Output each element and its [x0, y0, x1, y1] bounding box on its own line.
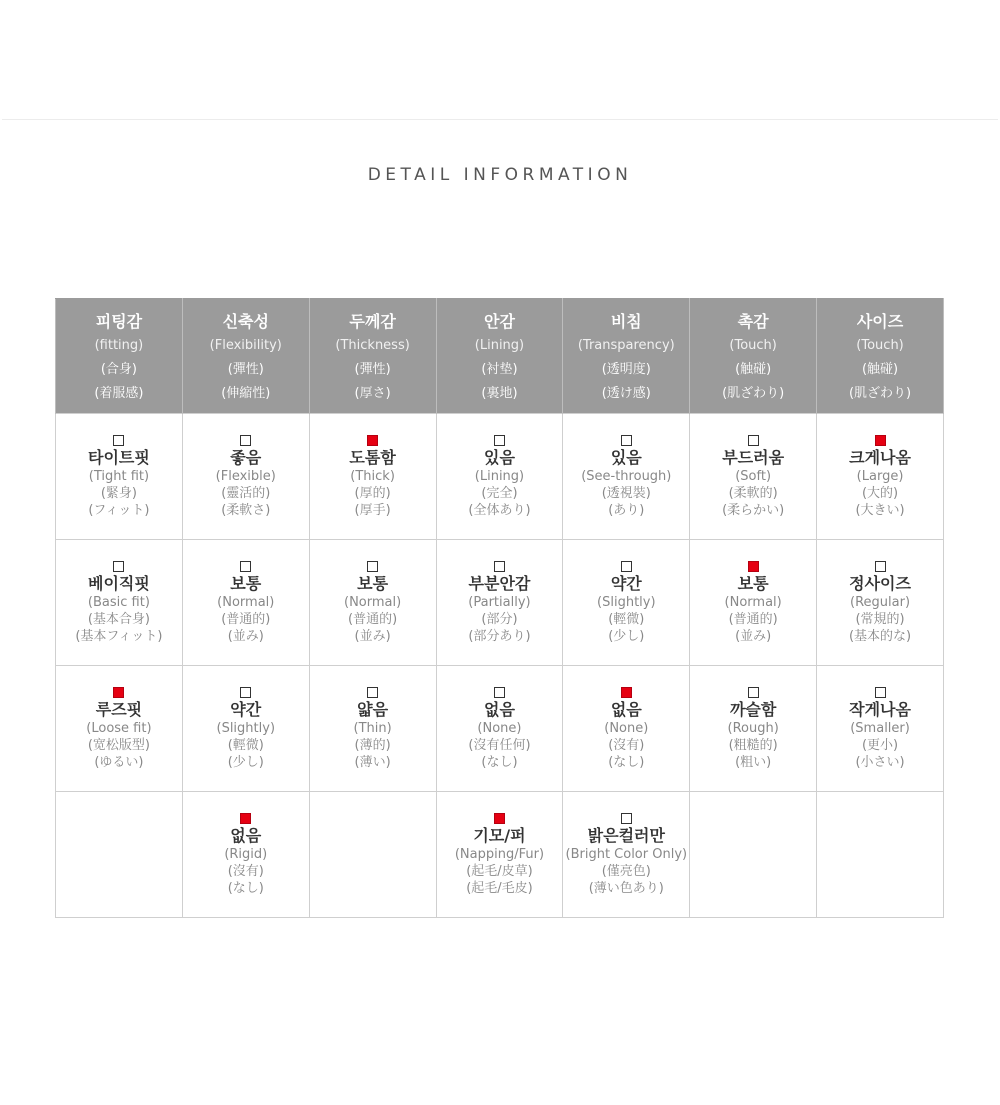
unchecked-checkbox-icon	[494, 435, 505, 446]
option-label-ko: 약간	[610, 574, 642, 593]
option-label-ko: 기모/퍼	[473, 826, 526, 845]
option-label-ko: 정사이즈	[849, 574, 911, 593]
option-label-jp: (薄い)	[354, 755, 391, 770]
option-label-cn: (緊身)	[100, 486, 137, 501]
column-header-cn: (触碰)	[861, 362, 899, 377]
option-label-jp: (薄い色あり)	[588, 881, 664, 896]
option-label-jp: (基本フィット)	[75, 629, 163, 644]
column-header-en: (Touch)	[856, 338, 904, 353]
option-cell	[56, 540, 183, 666]
table-row	[56, 414, 944, 540]
empty-cell	[690, 792, 817, 918]
option-cell	[182, 792, 309, 918]
option-label-cn: (輕微)	[227, 738, 264, 753]
unchecked-checkbox-icon	[113, 561, 124, 572]
option-label-jp: (なし)	[481, 755, 518, 770]
option-label-en: (None)	[477, 721, 522, 736]
option-label-jp: (なし)	[608, 755, 645, 770]
option-cell	[817, 414, 944, 540]
option-label-jp: (フィット)	[88, 503, 150, 518]
option-cell	[309, 540, 436, 666]
option-label-en: (Slightly)	[597, 595, 656, 610]
option-label-ko: 크게나옴	[849, 448, 911, 467]
table-row	[56, 666, 944, 792]
column-header-cn: (触碰)	[735, 362, 772, 377]
option-label-ko: 타이트핏	[88, 448, 150, 467]
checked-checkbox-icon	[494, 813, 505, 824]
option-label-cn: (僅亮色)	[601, 864, 651, 879]
unchecked-checkbox-icon	[113, 435, 124, 446]
option-label-ko: 얇음	[357, 700, 389, 719]
option-label-en: (Regular)	[850, 595, 911, 610]
unchecked-checkbox-icon	[494, 561, 505, 572]
unchecked-checkbox-icon	[621, 561, 632, 572]
option-label-cn: (沒有)	[608, 738, 645, 753]
option-label-en: (Thick)	[350, 469, 395, 484]
option-label-en: (Normal)	[724, 595, 782, 610]
option-label-ko: 보통	[230, 574, 262, 593]
option-cell	[690, 666, 817, 792]
option-label-jp: (柔軟さ)	[221, 503, 271, 518]
option-label-ko: 좋음	[230, 448, 262, 467]
option-label-en: (Loose fit)	[86, 721, 152, 736]
checked-checkbox-icon	[748, 561, 759, 572]
option-label-ko: 베이직핏	[88, 574, 150, 593]
unchecked-checkbox-icon	[875, 687, 886, 698]
column-header-jp: (肌ざわり)	[722, 386, 785, 401]
option-label-cn: (柔軟的)	[728, 486, 778, 501]
option-cell	[309, 666, 436, 792]
option-label-ko: 없음	[610, 700, 642, 719]
table-row	[56, 792, 944, 918]
option-label-jp: (少し)	[608, 629, 645, 644]
unchecked-checkbox-icon	[494, 687, 505, 698]
column-header-en: (Thickness)	[335, 338, 410, 353]
option-label-cn: (更小)	[861, 738, 899, 753]
option-label-ko: 까슬함	[729, 700, 777, 719]
option-label-jp: (基本的な)	[848, 629, 912, 644]
option-label-en: (Partially)	[468, 595, 531, 610]
option-label-cn: (沒有)	[227, 864, 264, 879]
option-label-en: (None)	[604, 721, 649, 736]
option-label-ko: 보통	[357, 574, 389, 593]
column-header-ko: 비침	[610, 312, 642, 331]
option-label-cn: (靈活的)	[221, 486, 271, 501]
option-cell	[309, 414, 436, 540]
unchecked-checkbox-icon	[621, 435, 632, 446]
column-header	[817, 299, 944, 414]
option-label-jp: (起毛/毛皮)	[466, 881, 533, 896]
option-label-cn: (厚的)	[354, 486, 391, 501]
option-label-jp: (あり)	[608, 503, 645, 518]
option-label-en: (Soft)	[735, 469, 772, 484]
option-cell	[817, 666, 944, 792]
option-label-ko: 있음	[610, 448, 642, 467]
column-header-en: (Flexibility)	[209, 338, 282, 353]
column-header-jp: (透け感)	[601, 386, 651, 401]
option-cell	[563, 666, 690, 792]
option-cell	[56, 666, 183, 792]
empty-cell	[309, 792, 436, 918]
option-cell	[182, 414, 309, 540]
option-label-en: (Large)	[856, 469, 904, 484]
checked-checkbox-icon	[621, 687, 632, 698]
option-label-en: (Tight fit)	[88, 469, 150, 484]
option-label-ko: 보통	[737, 574, 769, 593]
column-header-cn: (透明度)	[601, 362, 651, 377]
option-cell	[563, 540, 690, 666]
option-cell	[817, 540, 944, 666]
option-label-ko: 작게나옴	[849, 700, 911, 719]
column-header-cn: (衬垫)	[481, 362, 518, 377]
option-label-cn: (完全)	[481, 486, 518, 501]
option-label-cn: (粗糙的)	[728, 738, 778, 753]
option-label-cn: (起毛/皮草)	[466, 864, 533, 879]
column-header-ko: 두께감	[349, 312, 396, 331]
column-header-jp: (肌ざわり)	[848, 386, 912, 401]
option-label-ko: 도톰함	[349, 448, 396, 467]
option-label-jp: (少し)	[227, 755, 264, 770]
section-title: DETAIL INFORMATION	[367, 165, 633, 185]
option-cell	[690, 540, 817, 666]
unchecked-checkbox-icon	[621, 813, 632, 824]
column-header-en: (Lining)	[474, 338, 525, 353]
column-header	[182, 299, 309, 414]
option-label-jp: (なし)	[227, 881, 264, 896]
option-label-ko: 부드러움	[722, 448, 785, 467]
option-label-jp: (厚手)	[354, 503, 391, 518]
option-label-cn: (普通的)	[348, 612, 398, 627]
column-header-ko: 피팅감	[95, 312, 143, 331]
option-label-ko: 없음	[483, 700, 515, 719]
column-header-jp: (伸縮性)	[221, 386, 271, 401]
column-header	[690, 299, 817, 414]
option-label-ko: 없음	[230, 826, 262, 845]
option-label-jp: (並み)	[735, 629, 772, 644]
column-header	[56, 299, 183, 414]
option-label-en: (Thin)	[353, 721, 392, 736]
option-label-cn: (基本合身)	[87, 612, 150, 627]
option-label-jp: (粗い)	[735, 755, 772, 770]
column-header-en: (Transparency)	[577, 338, 675, 353]
column-header-jp: (着服感)	[94, 386, 144, 401]
option-label-en: (Smaller)	[850, 721, 910, 736]
unchecked-checkbox-icon	[240, 435, 251, 446]
option-label-ko: 루즈핏	[95, 700, 143, 719]
option-label-jp: (並み)	[227, 629, 264, 644]
option-cell	[56, 414, 183, 540]
option-label-cn: (薄的)	[354, 738, 391, 753]
column-header	[563, 299, 690, 414]
option-label-en: (Rough)	[727, 721, 779, 736]
checked-checkbox-icon	[875, 435, 886, 446]
option-label-ko: 약간	[230, 700, 262, 719]
column-header-ko: 신축성	[222, 312, 269, 331]
option-cell	[563, 414, 690, 540]
column-header	[436, 299, 563, 414]
empty-cell	[817, 792, 944, 918]
option-label-cn: (大的)	[861, 486, 899, 501]
option-label-en: (Napping/Fur)	[454, 847, 545, 862]
column-header-cn: (彈性)	[227, 362, 264, 377]
option-label-jp: (並み)	[354, 629, 391, 644]
column-header-ko: 안감	[483, 312, 515, 331]
column-header-ko: 사이즈	[856, 312, 904, 331]
option-label-jp: (部分あり)	[468, 629, 531, 644]
column-header-en: (Touch)	[729, 338, 777, 353]
unchecked-checkbox-icon	[748, 687, 759, 698]
option-label-en: (Normal)	[344, 595, 402, 610]
option-label-en: (Bright Color Only)	[565, 847, 688, 862]
checked-checkbox-icon	[113, 687, 124, 698]
option-label-en: (Flexible)	[215, 469, 276, 484]
option-label-cn: (輕微)	[608, 612, 645, 627]
column-header-ko: 촉감	[737, 312, 769, 331]
column-header-jp: (裏地)	[481, 386, 518, 401]
option-label-cn: (常規的)	[855, 612, 905, 627]
option-label-jp: (ゆるい)	[94, 755, 144, 770]
option-label-en: (Lining)	[474, 469, 525, 484]
unchecked-checkbox-icon	[367, 561, 378, 572]
option-label-cn: (宽松版型)	[87, 738, 150, 753]
top-divider	[2, 119, 998, 120]
option-label-ko: 있음	[483, 448, 515, 467]
option-cell	[563, 792, 690, 918]
checked-checkbox-icon	[367, 435, 378, 446]
option-label-jp: (小さい)	[855, 755, 905, 770]
option-label-jp: (全体あり)	[468, 503, 531, 518]
column-header-cn: (彈性)	[354, 362, 391, 377]
unchecked-checkbox-icon	[367, 687, 378, 698]
option-cell	[182, 666, 309, 792]
detail-information-table	[55, 298, 944, 918]
unchecked-checkbox-icon	[875, 561, 886, 572]
unchecked-checkbox-icon	[748, 435, 759, 446]
option-label-cn: (普通的)	[728, 612, 778, 627]
option-label-jp: (柔らかい)	[722, 503, 785, 518]
checked-checkbox-icon	[240, 813, 251, 824]
option-cell	[436, 666, 563, 792]
column-header-jp: (厚さ)	[354, 386, 391, 401]
option-cell	[182, 540, 309, 666]
option-label-cn: (普通的)	[221, 612, 271, 627]
empty-cell	[56, 792, 183, 918]
option-label-en: (Normal)	[217, 595, 275, 610]
unchecked-checkbox-icon	[240, 687, 251, 698]
option-label-jp: (大きい)	[855, 503, 905, 518]
table-row	[56, 540, 944, 666]
option-label-cn: (透視裝)	[601, 486, 651, 501]
column-header	[309, 299, 436, 414]
option-label-en: (Basic fit)	[87, 595, 150, 610]
table-body	[56, 414, 944, 918]
option-label-cn: (部分)	[481, 612, 518, 627]
unchecked-checkbox-icon	[240, 561, 251, 572]
column-header-en: (fitting)	[94, 338, 144, 353]
option-cell	[436, 414, 563, 540]
option-label-cn: (沒有任何)	[468, 738, 531, 753]
option-label-ko: 밝은컬러만	[587, 826, 665, 845]
option-cell	[690, 414, 817, 540]
table-header-row	[56, 299, 944, 414]
option-label-en: (Slightly)	[216, 721, 276, 736]
option-cell	[436, 540, 563, 666]
option-cell	[436, 792, 563, 918]
option-label-en: (Rigid)	[224, 847, 268, 862]
option-label-ko: 부분안감	[468, 574, 531, 593]
column-header-cn: (合身)	[100, 362, 137, 377]
option-label-en: (See-through)	[581, 469, 672, 484]
